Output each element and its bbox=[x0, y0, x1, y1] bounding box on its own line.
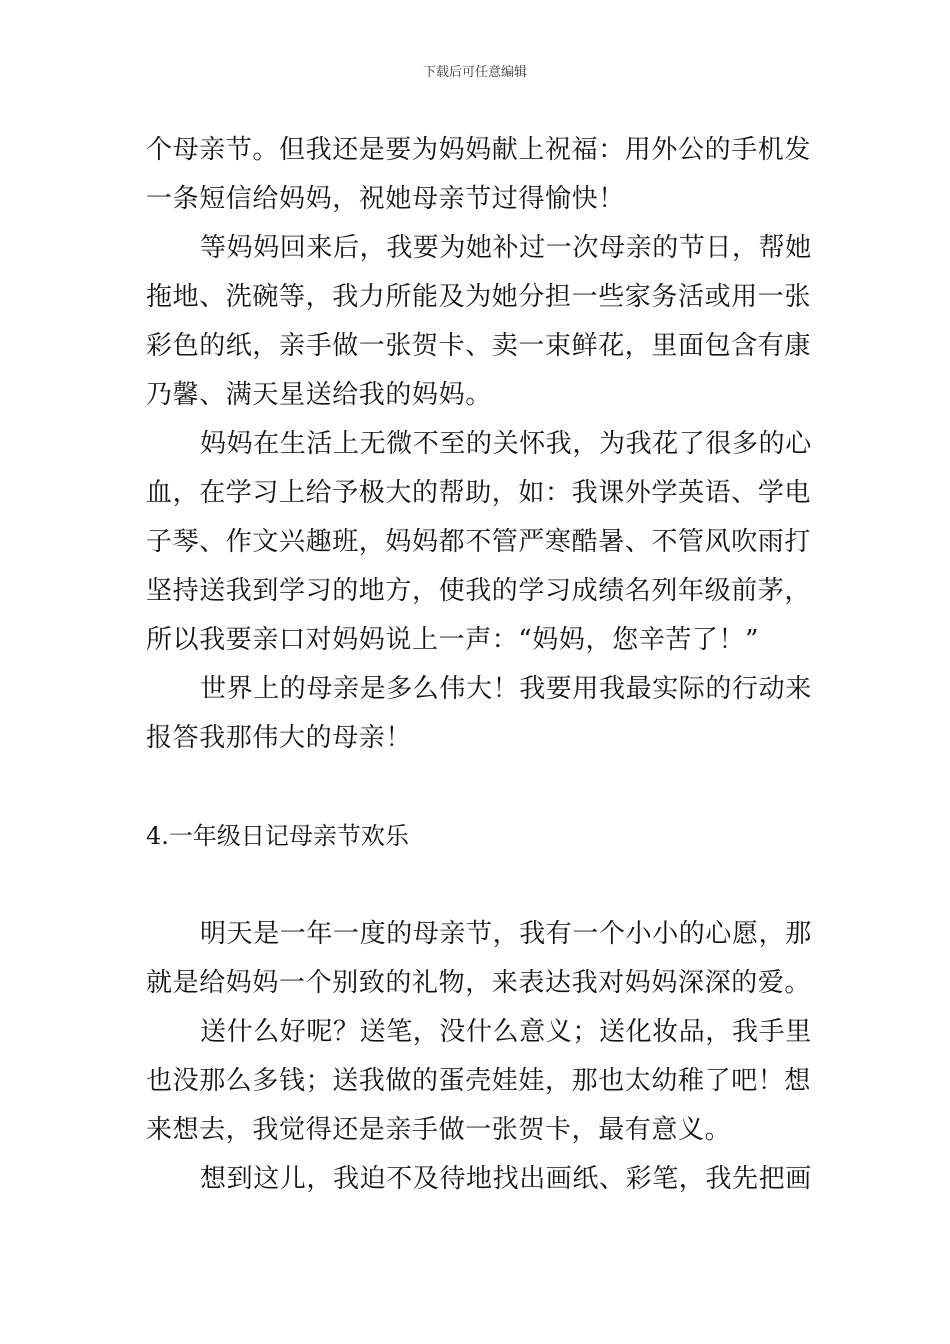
paragraph-1 bbox=[146, 126, 812, 224]
text-line: 送什么好呢？送笔，没什么意义；送化妆品，我手里 bbox=[200, 1017, 812, 1047]
text-line: 明天是一年一度的母亲节，我有一个小小的心愿，那 bbox=[200, 919, 812, 949]
text-line: 一条短信给妈妈，祝她母亲节过得愉快！ bbox=[146, 184, 625, 214]
paragraph-5 bbox=[146, 910, 812, 1008]
paragraph-3 bbox=[146, 420, 812, 665]
text-line: 子琴、作文兴趣班，妈妈都不管严寒酷暑、不管风吹雨打 bbox=[146, 527, 812, 557]
text-line: 来想去，我觉得还是亲手做一张贺卡，最有意义。 bbox=[146, 1115, 732, 1145]
text-line: 也没那么多钱；送我做的蛋壳娃娃，那也太幼稚了吧！想 bbox=[146, 1066, 812, 1096]
text-line: 等妈妈回来后，我要为她补过一次母亲的节日，帮她 bbox=[200, 233, 812, 263]
text-line: 所以我要亲口对妈妈说上一声：“妈妈，您辛苦了！” bbox=[146, 625, 759, 655]
paragraph-4 bbox=[146, 665, 812, 763]
document-body bbox=[146, 126, 812, 1204]
spacer bbox=[146, 763, 808, 812]
spacer bbox=[146, 861, 808, 910]
text-line: 想到这儿，我迫不及待地找出画纸、彩笔，我先把画 bbox=[200, 1164, 812, 1194]
text-line: 妈妈在生活上无微不至的关怀我，为我花了很多的心 bbox=[200, 429, 812, 459]
paragraph-7 bbox=[146, 1155, 812, 1204]
paragraph-6 bbox=[146, 1008, 812, 1155]
section-heading: 4.一年级日记母亲节欢乐 bbox=[146, 822, 409, 850]
paragraph-2 bbox=[146, 224, 812, 420]
text-line: 拖地、洗碗等，我力所能及为她分担一些家务活或用一张 bbox=[146, 282, 812, 312]
text-line: 个母亲节。但我还是要为妈妈献上祝福：用外公的手机发 bbox=[146, 135, 812, 165]
text-line: 报答我那伟大的母亲！ bbox=[146, 723, 413, 753]
text-line: 世界上的母亲是多么伟大！我要用我最实际的行动来 bbox=[200, 674, 812, 704]
text-line: 血，在学习上给予极大的帮助，如：我课外学英语、学电 bbox=[146, 478, 812, 508]
page-header: 下载后可任意编辑 bbox=[422, 65, 527, 80]
text-line: 彩色的纸，亲手做一张贺卡、卖一束鲜花，里面包含有康 bbox=[146, 331, 812, 361]
text-line: 坚持送我到学习的地方，使我的学习成绩名列年级前茅， bbox=[146, 576, 812, 606]
text-line: 乃馨、满天星送给我的妈妈。 bbox=[146, 380, 492, 410]
text-line: 就是给妈妈一个别致的礼物，来表达我对妈妈深深的爱。 bbox=[146, 968, 812, 998]
